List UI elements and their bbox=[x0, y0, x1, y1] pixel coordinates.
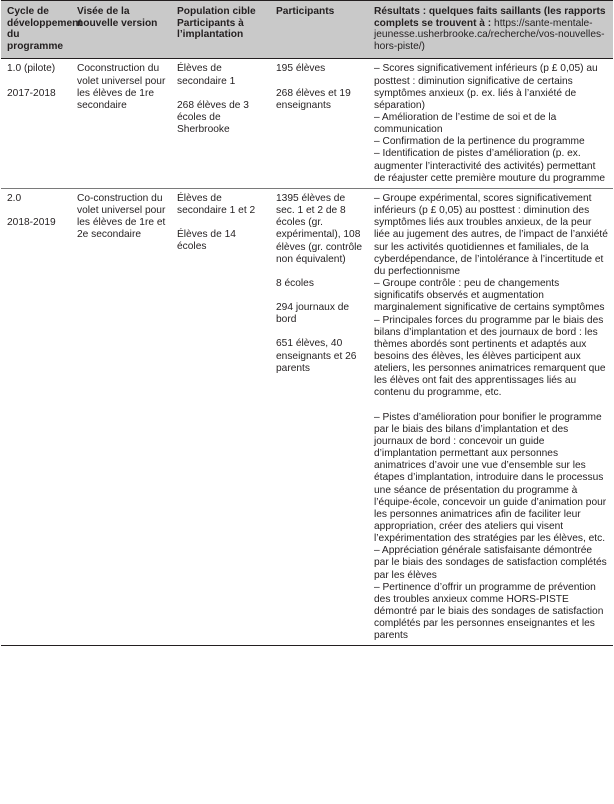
header-resultats bbox=[368, 1, 613, 59]
result-item: – Groupe contrôle : peu de changements significatifs observés et augmentation marginalement significative de certains symptômes bbox=[374, 278, 605, 314]
population-text: 268 élèves de 3 écoles de Sherbrooke bbox=[177, 99, 249, 135]
population-cell bbox=[171, 188, 270, 645]
result-item: – Amélioration de l’estime de soi et de la communication bbox=[374, 112, 557, 136]
population-text: Élèves de secondaire 1 bbox=[177, 63, 236, 87]
result-item: – Confirmation de la pertinence du programme bbox=[374, 136, 585, 148]
participants-text: 651 élèves, 40 enseignants et 26 parents bbox=[276, 338, 357, 374]
participants-text: 294 journaux de bord bbox=[276, 302, 350, 326]
cycle-cell bbox=[1, 188, 71, 645]
header-cycle: Cycle de développement du programme bbox=[1, 1, 71, 59]
development-cycles-table bbox=[1, 0, 613, 646]
participants-text: 8 écoles bbox=[276, 277, 314, 289]
result-item: – Pistes d’amélioration pour bonifier le programme par le biais des bilans d’implantation et des journaux de bord : concevoir un guide d’implantation permettant aux personnes animatrices d’avoir une vue d’ensemble sur les étapes d’implantation, introduire dans le processus une séance de présentation du programme à l’équipe-école, concevoir un guide d’animation pour les personnes animatrices afin de faciliter leur appropriation, créer des ateliers qui visent l’expérimentation des stratégies par les élèves, etc. bbox=[374, 411, 607, 545]
population-text: Élèves de 14 écoles bbox=[177, 229, 236, 253]
visee-cell: Coconstruction du volet universel pour les élèves de 1re secondaire bbox=[71, 59, 171, 189]
participants-cell bbox=[270, 188, 368, 645]
years-label: 2018-2019 bbox=[7, 217, 56, 229]
cycle-cell bbox=[1, 59, 71, 189]
result-item: – Principales forces du programme par le biais des bilans d’implantation et des journaux de bord : les thèmes abordés sont pertinents et adaptés aux besoins des élèves, les élèves participent aux ateliers, les personnes animatrices remarquent que les élèves ont fait des apprentissages liés au contenu du programme, etc. bbox=[374, 314, 606, 399]
header-participants: Participants bbox=[270, 1, 368, 59]
header-visee: Visée de la nouvelle version bbox=[71, 1, 171, 59]
version-label: 1.0 (pilote) bbox=[7, 63, 56, 75]
result-item: – Pertinence d’offrir un programme de prévention des troubles anxieux comme HORS-PISTE démontré par le biais des sondages de satisfaction complétés par les personnes enseignantes et les parents bbox=[374, 581, 604, 642]
result-item: – Appréciation générale satisfaisante démontrée par le biais des sondages de satisfaction complétés par les élèves bbox=[374, 545, 607, 581]
version-label: 2.0 bbox=[7, 192, 22, 204]
population-text: Élèves de secondaire 1 et 2 bbox=[177, 192, 256, 217]
header-resultats-title: Résultats : quelques faits saillants (les rapports complets se trouvent à : bbox=[374, 6, 606, 29]
table-row bbox=[1, 59, 613, 189]
visee-cell: Co-construction du volet universel pour les élèves de 1re et 2e secondaire bbox=[71, 188, 171, 645]
header-resultats-url: https://sante-mentale-jeunesse.usherbrooke.ca/recherche/vos-nouvelles-hors-piste/) bbox=[374, 17, 605, 52]
participants-cell bbox=[270, 59, 368, 189]
participants-text: 1395 élèves de sec. 1 et 2 de 8 écoles (gr. expérimental), 108 élèves (gr. contrôle non équivalent) bbox=[276, 192, 363, 265]
participants-text: 195 élèves bbox=[276, 63, 326, 75]
result-item: – Scores significativement inférieurs (p £ 0,05) au posttest : diminution significative de certains symptômes anxieux (p. ex. liés à l’anxiété de séparation) bbox=[374, 63, 598, 111]
population-cell bbox=[171, 59, 270, 189]
header-population: Population cible Participants à l’implantation bbox=[171, 1, 270, 59]
table-header bbox=[1, 1, 613, 59]
result-item: – Identification de pistes d’amélioration (p. ex. augmenter l’interactivité des activités) permettant de réajuster cette première mouture du programme bbox=[374, 148, 606, 184]
years-label: 2017-2018 bbox=[7, 87, 56, 99]
results-cell bbox=[368, 188, 613, 645]
table-row bbox=[1, 188, 613, 645]
participants-text: 268 élèves et 19 enseignants bbox=[276, 87, 351, 111]
result-item: – Groupe expérimental, scores significativement inférieurs (p £ 0,05) au posttest : diminution des symptômes liés aux troubles anxieux, de la peur liée au jugement des autres, de l’impact de l’anxiété sur les activités quotidiennes et familiales, de la cyberdépendance, de l’intolérance à l’incertitude et du perfectionnisme bbox=[374, 192, 608, 277]
results-cell bbox=[368, 59, 613, 189]
